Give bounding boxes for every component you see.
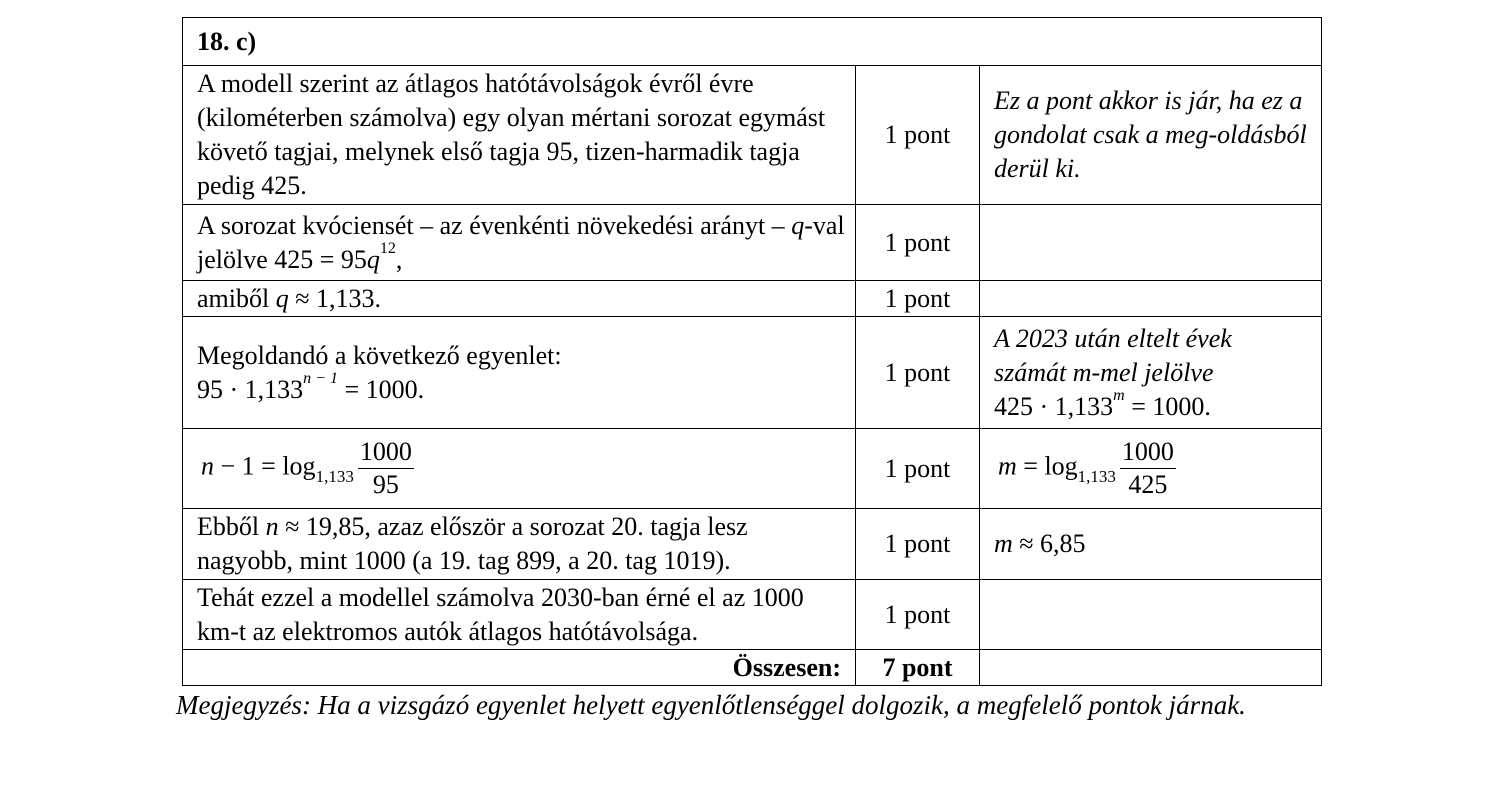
total-points: 7 pont <box>856 650 980 686</box>
total-row <box>183 650 1322 686</box>
solution-step: Megoldandó a következő egyenlet: $95 \cdot 1,133^{n - 1} = 1000$. <box>183 317 856 429</box>
solution-step: A modell szerint az átlagos hatótávolságok évről évre (kilométerben számolva) egy olyan mértani sorozat egymást követő tagjai, melynek első tagja 95, tizen-harmadik tagja pedig 425. <box>183 66 856 205</box>
task-title: 18. c) <box>183 18 1322 66</box>
table-row <box>183 580 1322 650</box>
solution-step: amiből q ≈ 1,133. <box>183 281 856 317</box>
grader-note: A 2023 után eltelt évek számát m-mel jelölve $425 \cdot 1,133^m = 1000$. <box>980 317 1322 429</box>
grader-note: Ez a pont akkor is jár, ha ez a gondolat csak a meg-oldásból derül ki. <box>980 66 1322 205</box>
points-cell: 1 pont <box>856 281 980 317</box>
solution-step: $n - 1 = \log_{1,133}$ $\frac{1000}{95}$ <box>183 429 856 509</box>
total-label: Összesen: <box>183 650 856 686</box>
table-row <box>183 205 1322 281</box>
table-row <box>183 509 1322 580</box>
title-row <box>183 18 1322 66</box>
fraction: $\frac{1000}{425}$ <box>1121 437 1174 499</box>
points-cell: 1 pont <box>856 580 980 650</box>
scoring-table <box>182 17 1322 686</box>
table-row <box>183 66 1322 205</box>
grader-note: m ≈ 6,85 <box>980 509 1322 580</box>
grader-note <box>980 580 1322 650</box>
fraction: $\frac{1000}{95}$ <box>359 437 412 499</box>
table-row <box>183 317 1322 429</box>
solution-step: Ebből n ≈ 19,85, azaz először a sorozat 20. tagja lesz nagyobb, mint 1000 (a 19. tag 899, a 20. tag 1019). <box>183 509 856 580</box>
grader-note <box>980 650 1322 686</box>
table-row <box>183 429 1322 509</box>
grader-note <box>980 281 1322 317</box>
grader-note: $m = \log_{1,133}$ $\frac{1000}{425}$ <box>980 429 1322 509</box>
solution-step: A sorozat kvóciensét – az évenkénti növekedési arányt – q-val jelölve $425 = 95q^{12}$, <box>183 205 856 281</box>
footnote: Megjegyzés: Ha a vizsgázó egyenlet helyett egyenlőtlenséggel dolgozik, a megfelelő pontok járnak. <box>176 690 1246 720</box>
points-cell: 1 pont <box>856 509 980 580</box>
points-cell: 1 pont <box>856 429 980 509</box>
points-cell: 1 pont <box>856 205 980 281</box>
points-cell: 1 pont <box>856 317 980 429</box>
grader-note <box>980 205 1322 281</box>
table-row <box>183 281 1322 317</box>
points-cell: 1 pont <box>856 66 980 205</box>
solution-step: Tehát ezzel a modellel számolva 2030-ban érné el az 1000 km-t az elektromos autók átlagos hatótávolsága. <box>183 580 856 650</box>
